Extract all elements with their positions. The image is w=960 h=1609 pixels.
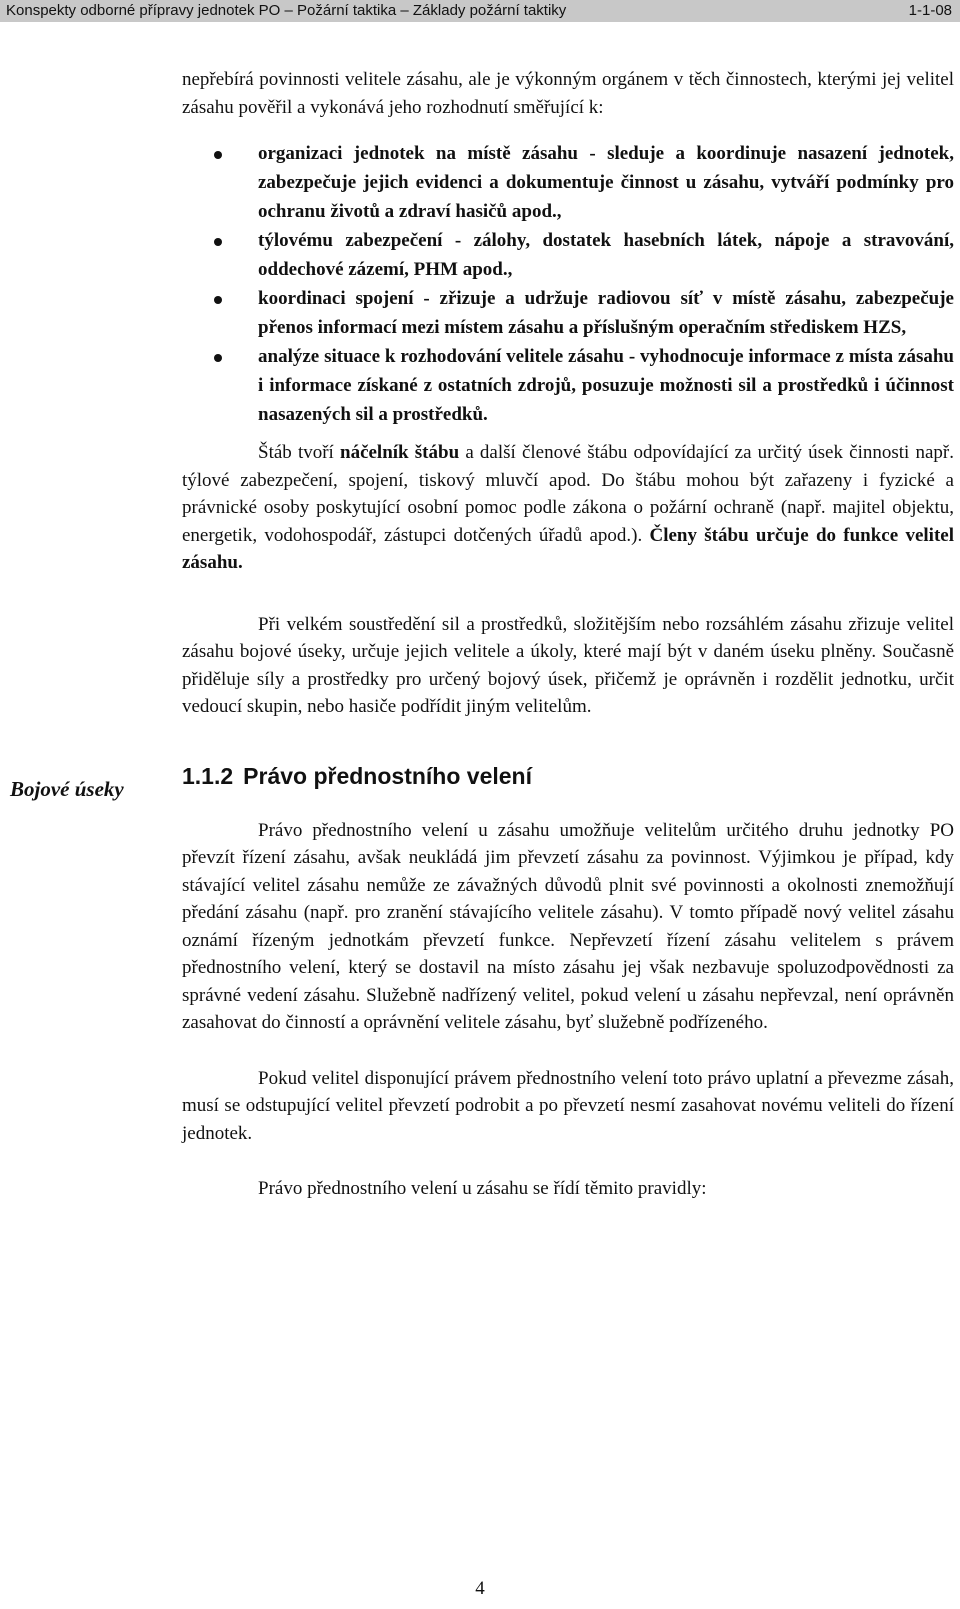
list-item-text: - vyhodnocuje informace z místa zásahu i informace získané z ostatních zdrojů, posuzuje možnosti sil a prostředků i účinnost nasazených sil a prostředků. bbox=[258, 346, 955, 425]
bullet-icon bbox=[214, 238, 222, 246]
bullet-icon bbox=[214, 354, 222, 362]
body-paragraph: Pokud velitel disponující právem přednostního velení toto právo uplatní a převezme zásah, musí se odstupující velitel převzetí podrobit a po převzetí nesmí zasahovat novému veliteli do řízení jednotek. bbox=[182, 1067, 954, 1144]
bullet-icon bbox=[214, 151, 222, 159]
staff-members-note: Členy štábu určuje do funkce velitel zásahu. bbox=[182, 524, 954, 573]
staff-chief-term: náčelník štábu bbox=[340, 442, 460, 463]
list-item-lead: týlovému zabezpečení bbox=[258, 230, 443, 251]
list-item bbox=[182, 139, 954, 226]
duties-list bbox=[182, 139, 954, 429]
page-header bbox=[0, 0, 960, 22]
staff-text-2: a další členové štábu odpovídající za určitý úsek činnosti např. týlové zabezpečení, spojení, tiskový mluvčí apod. Do štábu mohou být zařazeny i fyzické a právnické osoby poskytující osobní pomoc podle zákona o požární ochraně (např. majitel objektu, energetik, vodohospodář, zástupci dotčených úřadů apod.). bbox=[182, 442, 954, 546]
combat-sectors-paragraph: Při velkém soustředění sil a prostředků, složitějším nebo rozsáhlém zásahu zřizuje velitel zásahu bojové úseky, určuje jejich velitele a úkoly, které mají být v daném úseku plněny. Současně přiděluje síly a prostředky pro určený bojový úsek, přičemž je oprávněn i rozdělit jednotku, určit vedoucí skupin, nebo hasiče podřídit jiným velitelům. bbox=[182, 613, 954, 717]
body-paragraph: Právo přednostního velení u zásahu se řídí těmito pravidly: bbox=[258, 1178, 707, 1199]
list-item-lead: analýze situace k rozhodování velitele zásahu bbox=[258, 346, 624, 367]
list-item-text: - zálohy, dostatek hasebních látek, nápoje a stravování, oddechové zázemí, PHM apod., bbox=[258, 230, 955, 280]
section-number: 1.1.2 bbox=[182, 762, 234, 789]
section-heading bbox=[182, 761, 954, 791]
staff-paragraph bbox=[182, 439, 954, 577]
bullet-icon bbox=[214, 296, 222, 304]
list-item bbox=[182, 342, 954, 429]
page-body bbox=[182, 66, 954, 1203]
list-item-lead: organizaci jednotek na místě zásahu bbox=[258, 143, 578, 164]
list-item bbox=[182, 226, 954, 284]
intro-paragraph: nepřebírá povinnosti velitele zásahu, ale je výkonným orgánem v těch činnostech, kterými jej velitel zásahu pověřil a vykonává jeho rozhodnutí směřující k: bbox=[182, 69, 954, 118]
list-item-text: - zřizuje a udržuje radiovou síť v místě zásahu, zabezpečuje přenos informací mezi místem zásahu a příslušným operačním střediskem HZS, bbox=[258, 288, 954, 338]
body-paragraph: Právo přednostního velení u zásahu umožňuje velitelům určitého druhu jednotky PO převzít řízení zásahu, avšak neukládá jim převzetí zásahu za povinnost. Výjimkou je případ, kdy stávající velitel zásahu nemůže ze závažných důvodů plnit své povinnosti a okolnosti znemožňují předání zásahu (např. pro zranění stávajícího velitele zásahu). V tomto případě nový velitel zásahu oznámí řízeným jednotkám převzetí funkce. Nepřevzetí řízení zásahu velitelem s právem přednostního velení, který se dostavil na místo zásahu jej však nezbavuje spoluzodpovědnosti za správné vedení zásahu. Služebně nadřízený velitel, pokud velení u zásahu nepřevzal, není oprávněn zasahovat do činností a oprávnění velitele zásahu, byť služebně podřízeného. bbox=[182, 819, 954, 1033]
list-item bbox=[182, 284, 954, 342]
header-title: Konspekty odborné přípravy jednotek PO – Požární taktika – Základy požární taktiky bbox=[6, 2, 567, 19]
section-title: Právo přednostního velení bbox=[243, 762, 532, 789]
page-number: 4 bbox=[475, 1578, 485, 1599]
header-code: 1-1-08 bbox=[908, 2, 952, 19]
list-item-text: - sleduje a koordinuje nasazení jednotek, zabezpečuje jejich evidenci a dokumentuje činnost u zásahu, vytváří podmínky pro ochranu životů a zdraví hasičů apod., bbox=[258, 143, 955, 222]
list-item-lead: koordinaci spojení bbox=[258, 288, 414, 309]
staff-text-1: Štáb tvoří bbox=[258, 442, 340, 463]
margin-note: Bojové úseky bbox=[10, 777, 124, 801]
